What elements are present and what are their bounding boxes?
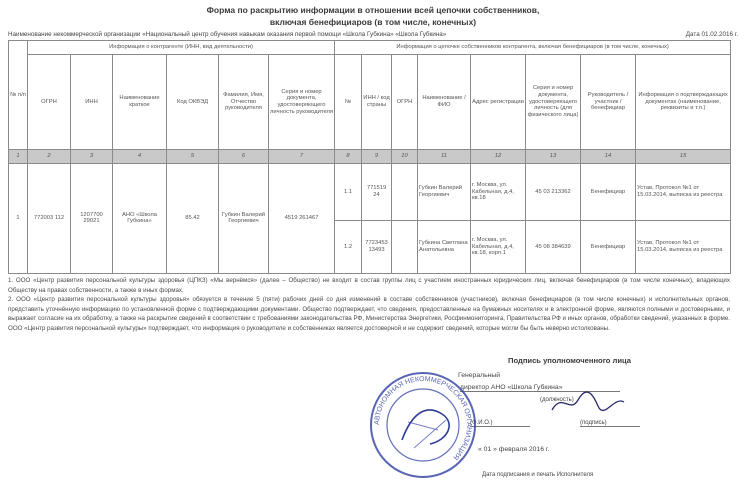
header-owner: Наименование / ФИО: [418, 54, 471, 149]
header-ogrn2: ОГРН: [392, 54, 418, 149]
owner-passport: 45 08 384639: [526, 221, 581, 274]
contractor-name: АНО «Школа Губкина»: [113, 163, 167, 273]
signature-sign-hint: (подпись): [580, 420, 640, 427]
owner-address: г. Москва, ул. Кабельная, д.4, кв.18: [471, 163, 526, 220]
header-num2: №: [335, 54, 362, 149]
organization-name: Наименование некоммерческой организации «Национальный центр обучения навыкам оказания первой помощи «Школа Губкина» «Школа Губкина»: [8, 31, 447, 38]
index-cell: 8: [335, 150, 362, 164]
index-cell: 13: [526, 150, 581, 164]
form-title-line1: Форма по раскрытию информации в отношении всей цепочки собственников,: [206, 5, 540, 15]
index-cell: 12: [471, 150, 526, 164]
signature-position: директор АНО «Школа Губкина»: [460, 384, 620, 392]
form-date: Дата 01.02.2016 г.: [685, 31, 738, 38]
signature-date-hint: Дата подписания и печать Исполнителя: [482, 472, 594, 478]
header-fio-head: Фамилия, Имя, Отчество руководителя: [219, 54, 269, 149]
owner-inn: 7723453 13493: [362, 221, 392, 274]
index-cell: 11: [418, 150, 471, 164]
contractor-okved: 85.42: [167, 163, 219, 273]
owner-ogrn: [392, 163, 418, 220]
owner-num: 1.2: [335, 221, 362, 274]
index-cell: 3: [71, 150, 113, 164]
index-cell: 2: [28, 150, 71, 164]
ownership-table: [8, 40, 731, 274]
header-num: № п/п: [9, 41, 28, 150]
owner-confirm: Устав, Протокол №1 от 15.03.2014, выписка из реестра: [636, 163, 731, 220]
table-header-row: [9, 54, 731, 149]
index-cell: 15: [636, 150, 731, 164]
header-inn2: ИНН / код страны: [362, 54, 392, 149]
header-inn: ИНН: [71, 54, 113, 149]
signature-position-prefix: Генеральный: [458, 372, 501, 379]
index-cell: 5: [167, 150, 219, 164]
index-cell: 7: [269, 150, 335, 164]
index-cell: 10: [392, 150, 418, 164]
stamp-text: АВТОНОМНАЯ НЕКОММЕРЧЕСКАЯ ОРГАНИЗАЦИЯ: [373, 375, 473, 461]
contractor-fio-head: Губкин Валерий Георгиевич: [219, 163, 269, 273]
owner-ogrn: [392, 221, 418, 274]
organization-stamp: [368, 370, 478, 480]
handwritten-signature: [548, 388, 628, 418]
index-cell: 9: [362, 150, 392, 164]
form-title-line2: включая бенефициаров (в том числе, конечных): [269, 17, 477, 27]
header-confirm: Информация о подтверждающих документах (наименование, реквизиты и т.п.): [636, 54, 731, 149]
header-group-contractor: Информация о контрагенте (ИНН, вид деятельности): [28, 41, 335, 55]
signature-fio-hint: (Ф.И.О.): [470, 420, 530, 427]
header-group-owners: Информация о цепочке собственников контрагента, включая бенефициаров (в том числе, конечных): [335, 41, 731, 55]
note-paragraph-2: 2. ООО «Центр развития персональной культуры здоровья» обязуется в течение 5 (пяти) рабочих дней со дня изменений в составе собственников (участников), включая бенефициаров (в том числе конечных) и исполнительных органов, представить уточнённую информацию по установленной форме с подтверждающими документами. Общество подтверждает, что сведения, предоставленные на бумажных носителях и в электронной форме, являются полными и достоверными, и выражает согласие на их обработку, а также на раскрытие сведений в соответствии с требованиями законодательства РФ, Министерства Энергетики, Росфинмониторинга, Правительства РФ и иных органов, обработки сведений, указанных в форме. ООО «Центр развития персональной культуры» подтверждает, что информация о руководителе и собственниках является достоверной и не содержит сведений, которые могли бы быть неверно истолкованы.: [8, 296, 730, 332]
header-docs: Серия и номер документа, удостоверяющего личность руководителя: [269, 54, 335, 149]
organization-line: [8, 31, 738, 38]
header-ogrn: ОГРН: [28, 54, 71, 149]
owner-num: 1.1: [335, 163, 362, 220]
owner-name: Губкин Валерий Георгиевич: [418, 163, 471, 220]
note-paragraph-1: 1. ООО «Центр развития персональной культуры здоровья (ЦПКЗ) «Мы вернёмся» (далее – Общество) не входит в состав группы лиц с участием иностранных юридических лиц, включая бенефициаров (в том числе конечных), владеющих Обществу на правах собственности, а также в иных формах.: [8, 277, 730, 294]
index-cell: 6: [219, 150, 269, 164]
header-passport: Серия и номер документа, удостоверяющего личность (для физического лица): [526, 54, 581, 149]
header-okved: Код ОКВЭД: [167, 54, 219, 149]
table-index-row: [9, 150, 731, 164]
contractor-num: 1: [9, 163, 28, 273]
index-cell: 1: [9, 150, 28, 164]
owner-role: Бенефициар: [581, 163, 636, 220]
contractor-ogrn: 772003 112: [28, 163, 71, 273]
table-row: [9, 163, 731, 220]
notes-block: [8, 276, 730, 334]
owner-inn: 771519 24: [362, 163, 392, 220]
index-cell: 14: [581, 150, 636, 164]
signature-position-hint: (должность): [540, 397, 574, 403]
owner-address: г. Москва, ул. Кабельная, д.4, кв.18, корп.1: [471, 221, 526, 274]
owner-confirm: Устав, Протокол №1 от 15.03.2014, выписка из реестра: [636, 221, 731, 274]
owner-role: Бенефициар: [581, 221, 636, 274]
owner-name: Губкина Светлана Анатольевна: [418, 221, 471, 274]
contractor-docs: 4519 261467: [269, 163, 335, 273]
header-role: Руководитель / участник / бенефициар: [581, 54, 636, 149]
header-address: Адрес регистрации: [471, 54, 526, 149]
signature-date: « 01 » февраля 2016 г.: [478, 446, 550, 453]
owner-passport: 45 03 213362: [526, 163, 581, 220]
table-group-header-row: [9, 41, 731, 55]
header-name: Наименование краткое: [113, 54, 167, 149]
index-cell: 4: [113, 150, 167, 164]
contractor-inn: 1207700 29021: [71, 163, 113, 273]
signature-title: Подпись уполномоченного лица: [508, 356, 631, 365]
